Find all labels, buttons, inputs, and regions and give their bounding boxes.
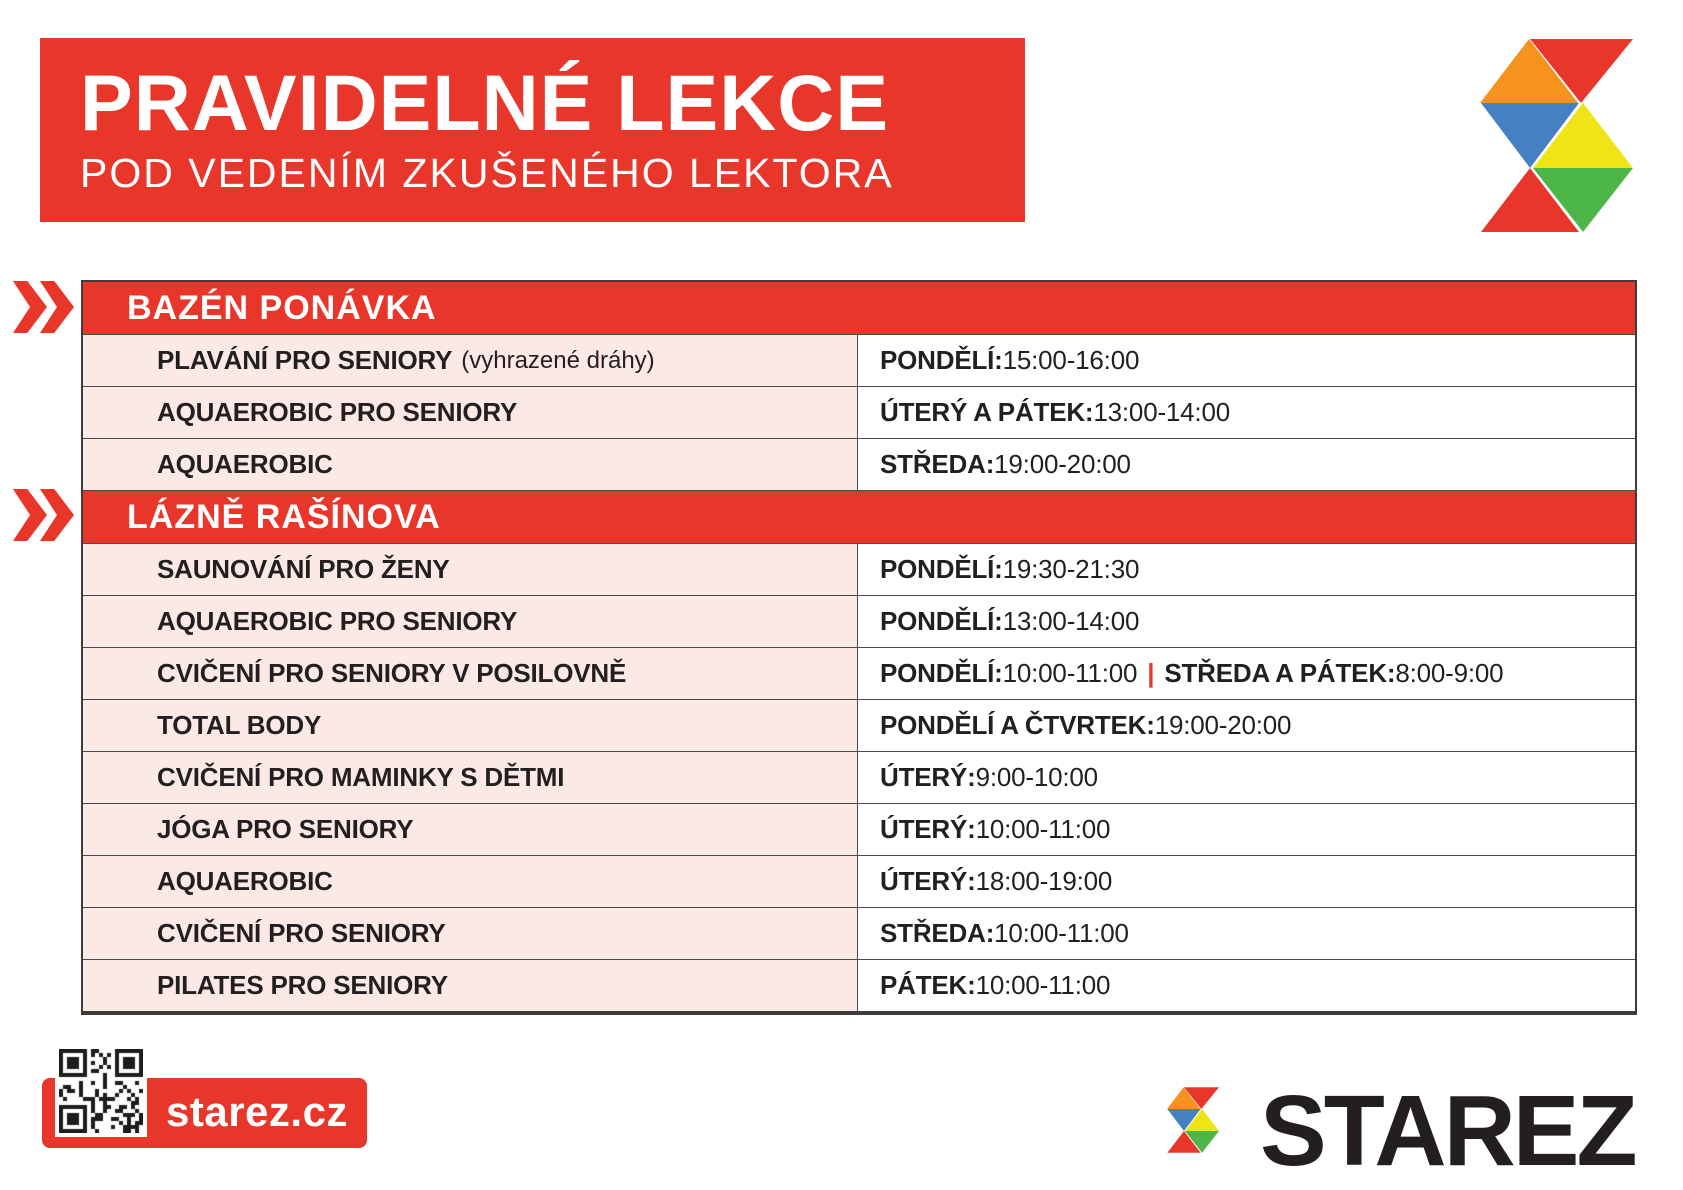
- activity-note: (vyhrazené dráhy): [461, 346, 655, 374]
- time-value: 15:00-16:00: [1002, 345, 1140, 375]
- time-cell: [857, 596, 1635, 647]
- starez-triangles-icon: [1167, 1087, 1219, 1153]
- activity-cell: [83, 335, 857, 386]
- table-row: [83, 438, 1635, 490]
- table-row: [83, 959, 1635, 1011]
- time-cell: [857, 544, 1635, 595]
- time-cell: [857, 700, 1635, 751]
- time-value: 13:00-14:00: [1093, 397, 1230, 427]
- activity-cell: [83, 700, 857, 751]
- activity-cell: [83, 648, 857, 699]
- table-row: [83, 595, 1635, 647]
- website-label: starez.cz: [166, 1088, 348, 1135]
- activity-cell: [83, 856, 857, 907]
- time-cell: [857, 752, 1635, 803]
- day-label: PONDĚLÍ A ČTVRTEK:: [880, 710, 1155, 740]
- table-row: [83, 907, 1635, 959]
- section2-chevron-icon: [13, 489, 75, 541]
- table-row: [83, 543, 1635, 595]
- activity-name: AQUAEROBIC PRO SENIORY: [157, 606, 518, 636]
- section-header-bazen-ponavka: [83, 282, 1635, 334]
- time-value: 10:00-11:00: [975, 970, 1111, 1000]
- activity-name: AQUAEROBIC: [157, 866, 333, 896]
- day-label: PONDĚLÍ:: [880, 554, 1003, 584]
- activity-cell: [83, 752, 857, 803]
- table-row: [83, 855, 1635, 907]
- activity-name: CVIČENÍ PRO SENIORY V POSILOVNĚ: [157, 658, 627, 688]
- activity-name: SAUNOVÁNÍ PRO ŽENY: [157, 554, 450, 584]
- day-label: PÁTEK:: [880, 970, 976, 1000]
- activity-name: PLAVÁNÍ PRO SENIORY: [157, 345, 453, 375]
- time-value: 19:00-20:00: [994, 449, 1131, 479]
- time-cell: [857, 960, 1635, 1011]
- time-value: 19:30-21:30: [1002, 554, 1140, 584]
- table-row: [83, 699, 1635, 751]
- day-label: ÚTERÝ A PÁTEK:: [880, 397, 1094, 427]
- activity-name: CVIČENÍ PRO SENIORY: [157, 918, 446, 948]
- chevron-right-icon: [13, 281, 47, 333]
- day-label: ÚTERÝ:: [880, 814, 976, 844]
- day-label: STŘEDA:: [880, 449, 995, 479]
- section-title: LÁZNĚ RAŠÍNOVA: [127, 497, 441, 536]
- qr-code-pattern: [59, 1049, 143, 1133]
- day-label: PONDĚLÍ:: [880, 658, 1003, 688]
- starez-triangles-icon: [1480, 39, 1633, 232]
- activity-cell: [83, 804, 857, 855]
- day-label: STŘEDA A PÁTEK:: [1164, 658, 1396, 688]
- time-value: 10:00-11:00: [994, 918, 1129, 948]
- activity-cell: [83, 544, 857, 595]
- section1-chevron-icon: [13, 281, 75, 333]
- time-cell: [857, 648, 1635, 699]
- schedule-table: [81, 280, 1637, 1015]
- section-header-lazne-rasinova: [83, 490, 1635, 543]
- activity-cell: [83, 960, 857, 1011]
- time-value: 10:00-11:00: [1002, 658, 1138, 688]
- activity-name: JÓGA PRO SENIORY: [157, 814, 414, 844]
- day-label: ÚTERÝ:: [880, 762, 976, 792]
- table-row: [83, 647, 1635, 699]
- time-cell: [857, 908, 1635, 959]
- time-value: 10:00-11:00: [975, 814, 1111, 844]
- day-label: ÚTERÝ:: [880, 866, 976, 896]
- activity-cell: [83, 439, 857, 490]
- brand-wordmark: STAREZ: [1260, 1075, 1635, 1187]
- day-label: PONDĚLÍ:: [880, 345, 1003, 375]
- activity-name: CVIČENÍ PRO MAMINKY S DĚTMI: [157, 762, 565, 792]
- time-cell: [857, 856, 1635, 907]
- time-cell: [857, 335, 1635, 386]
- time-value: 18:00-19:00: [975, 866, 1113, 896]
- time-value: 9:00-10:00: [975, 762, 1098, 792]
- chevron-right-icon: [13, 489, 47, 541]
- time-value: 13:00-14:00: [1002, 606, 1140, 636]
- activity-cell: [83, 596, 857, 647]
- table-row: [83, 803, 1635, 855]
- table-row: [83, 386, 1635, 438]
- activity-cell: [83, 908, 857, 959]
- table-row: [83, 751, 1635, 803]
- time-cell: [857, 804, 1635, 855]
- activity-name: TOTAL BODY: [157, 710, 322, 740]
- qr-code: [55, 1045, 147, 1137]
- activity-name: AQUAEROBIC PRO SENIORY: [157, 397, 518, 427]
- day-label: STŘEDA:: [880, 918, 995, 948]
- time-cell: [857, 439, 1635, 490]
- day-label: PONDĚLÍ:: [880, 606, 1003, 636]
- activity-name: AQUAEROBIC: [157, 449, 333, 479]
- time-value: 8:00-9:00: [1395, 658, 1504, 688]
- activity-cell: [83, 387, 857, 438]
- time-cell: [857, 387, 1635, 438]
- table-row: [83, 334, 1635, 386]
- page-title: PRAVIDELNÉ LEKCE: [80, 58, 890, 147]
- activity-name: PILATES PRO SENIORY: [157, 970, 448, 1000]
- schedule-separator: |: [1147, 658, 1155, 688]
- page-subtitle: POD VEDENÍM ZKUŠENÉHO LEKTORA: [80, 150, 894, 197]
- header-banner: [40, 38, 1025, 222]
- section-title: BAZÉN PONÁVKA: [127, 288, 437, 327]
- time-value: 19:00-20:00: [1154, 710, 1292, 740]
